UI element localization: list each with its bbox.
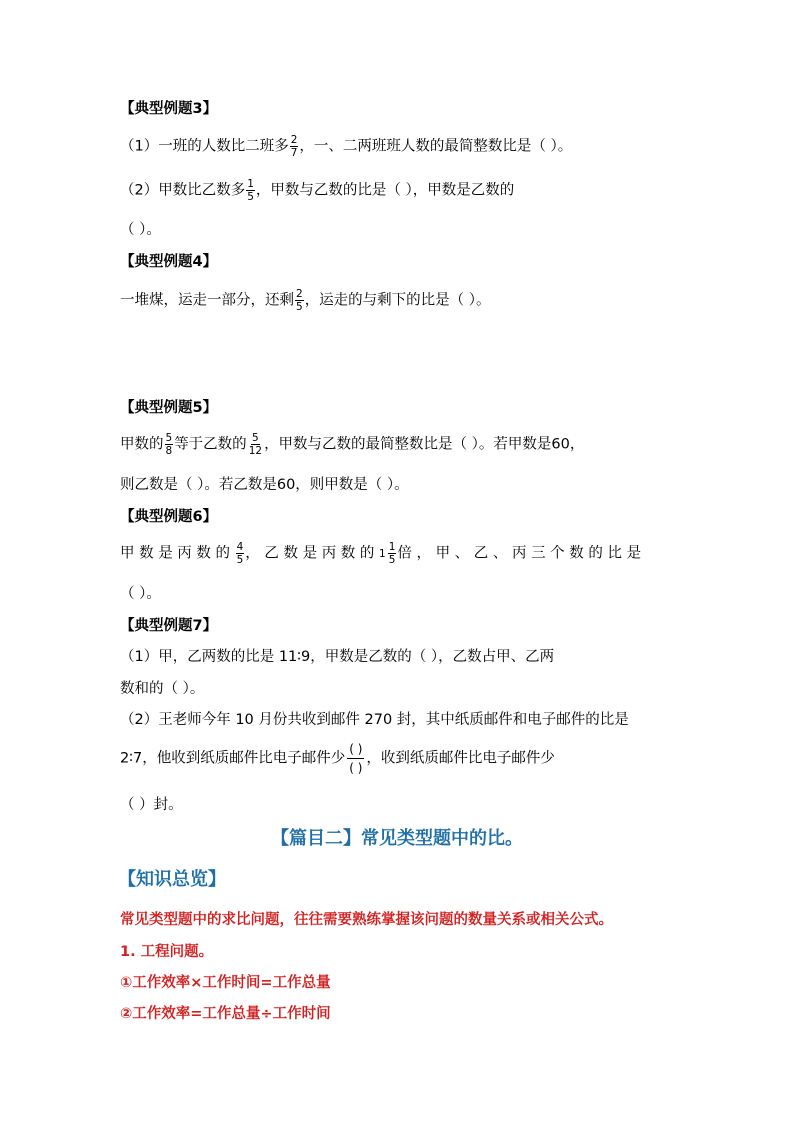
fraction-denominator: 5 (296, 301, 303, 313)
q1-text-pre: （1）一班的人数比二班多 (120, 138, 289, 155)
example5-heading: 【典型例题5】 (120, 400, 218, 416)
q2-text-post: ，甲数与乙数的比是（ ），甲数是乙数的 (255, 182, 515, 199)
example5-question (120, 432, 584, 457)
mixed-number-1-1-5 (379, 541, 397, 566)
fraction-2-5 (295, 288, 304, 313)
overview-intro: 常见类型题中的求比问题，往往需要熟练掌握该问题的数量关系或相关公式。 (120, 912, 613, 928)
fraction-numerator: 5 (165, 432, 173, 444)
mixed-whole: 1 (379, 547, 386, 560)
ex5-text-mid: 等于乙数的 (174, 436, 247, 453)
fraction-5-8 (165, 432, 174, 457)
example3-heading: 【典型例题3】 (120, 101, 218, 117)
example4-heading: 【典型例题4】 (120, 254, 218, 270)
fraction-denominator: 5 (388, 554, 396, 566)
fraction-denominator: 5 (247, 191, 254, 203)
example7-question2-line2 (120, 740, 555, 777)
ex6-text-pre: 甲数是丙数的 (120, 545, 235, 562)
item-engineering-problem: 1. 工程问题。 (120, 944, 214, 960)
ex7-q2-text-post: ，收到纸质邮件比电子邮件少 (366, 750, 555, 767)
fraction-numerator: ( ) (347, 740, 364, 759)
fraction-5-12 (248, 432, 263, 457)
example4-question (120, 288, 491, 313)
formula-1: ①工作效率×工作时间=工作总量 (120, 975, 331, 991)
fraction-numerator: 4 (236, 541, 244, 553)
fraction-numerator: 2 (290, 134, 298, 146)
blank-fraction (347, 740, 364, 777)
fraction-1-5 (246, 178, 255, 203)
ex7-q2-text-pre: 2∶7，他收到纸质邮件比电子邮件少 (120, 750, 346, 767)
example3-question1 (120, 134, 572, 159)
example5-question-line2: 则乙数是（ ）。若乙数是60，则甲数是（ ）。 (120, 477, 409, 493)
fraction-denominator: 8 (165, 445, 173, 457)
ex5-text-post: ，甲数与乙数的最简整数比是（ ）。若甲数是60， (264, 436, 585, 453)
formula-2: ②工作效率=工作总量÷工作时间 (120, 1006, 331, 1022)
fraction-4-5 (236, 541, 245, 566)
example7-question2-line1: （2）王老师今年 10 月份共收到邮件 270 封，其中纸质邮件和电子邮件的比是 (120, 712, 629, 728)
example6-question-line2: （ ）。 (120, 586, 161, 602)
fraction-denominator: 7 (290, 147, 298, 159)
example7-heading: 【典型例题7】 (120, 618, 218, 634)
example3-question2-line2: （ ）。 (120, 222, 161, 238)
knowledge-overview-heading: 【知识总览】 (118, 869, 226, 890)
ex6-text-mid: ，乙数是丙数的 (245, 545, 379, 562)
fraction-denominator: 5 (236, 554, 244, 566)
example6-heading: 【典型例题6】 (120, 509, 218, 525)
example3-question2 (120, 178, 514, 203)
example7-question2-line3: （ ）封。 (120, 797, 183, 813)
ex4-text-post: ，运走的与剩下的比是（ ）。 (304, 292, 491, 309)
fraction-denominator: ( ) (349, 761, 363, 775)
ex6-text-post: 倍，甲、乙、丙三个数的比是 (397, 545, 646, 562)
fraction-2-7 (290, 134, 299, 159)
fraction-numerator: 1 (247, 178, 254, 190)
fraction-numerator: 5 (252, 432, 259, 444)
q2-text-pre: （2）甲数比乙数多 (120, 182, 246, 199)
ex4-text-pre: 一堆煤，运走一部分，还剩 (120, 292, 294, 309)
example7-question1-line2: 数和的（ ）。 (120, 681, 205, 697)
section-title: 【篇目二】常见类型题中的比。 (271, 828, 523, 849)
example6-question (120, 541, 646, 566)
example7-question1-line1: （1）甲，乙两数的比是 11∶9，甲数是乙数的（ ），乙数占甲、乙两 (120, 649, 555, 665)
q1-text-post: ，一、二两班班人数的最简整数比是（ ）。 (299, 138, 573, 155)
fraction-numerator: 2 (296, 288, 303, 300)
fraction-denominator: 12 (248, 445, 263, 457)
ex5-text-pre: 甲数的 (120, 436, 164, 453)
fraction-numerator: 1 (388, 541, 396, 553)
